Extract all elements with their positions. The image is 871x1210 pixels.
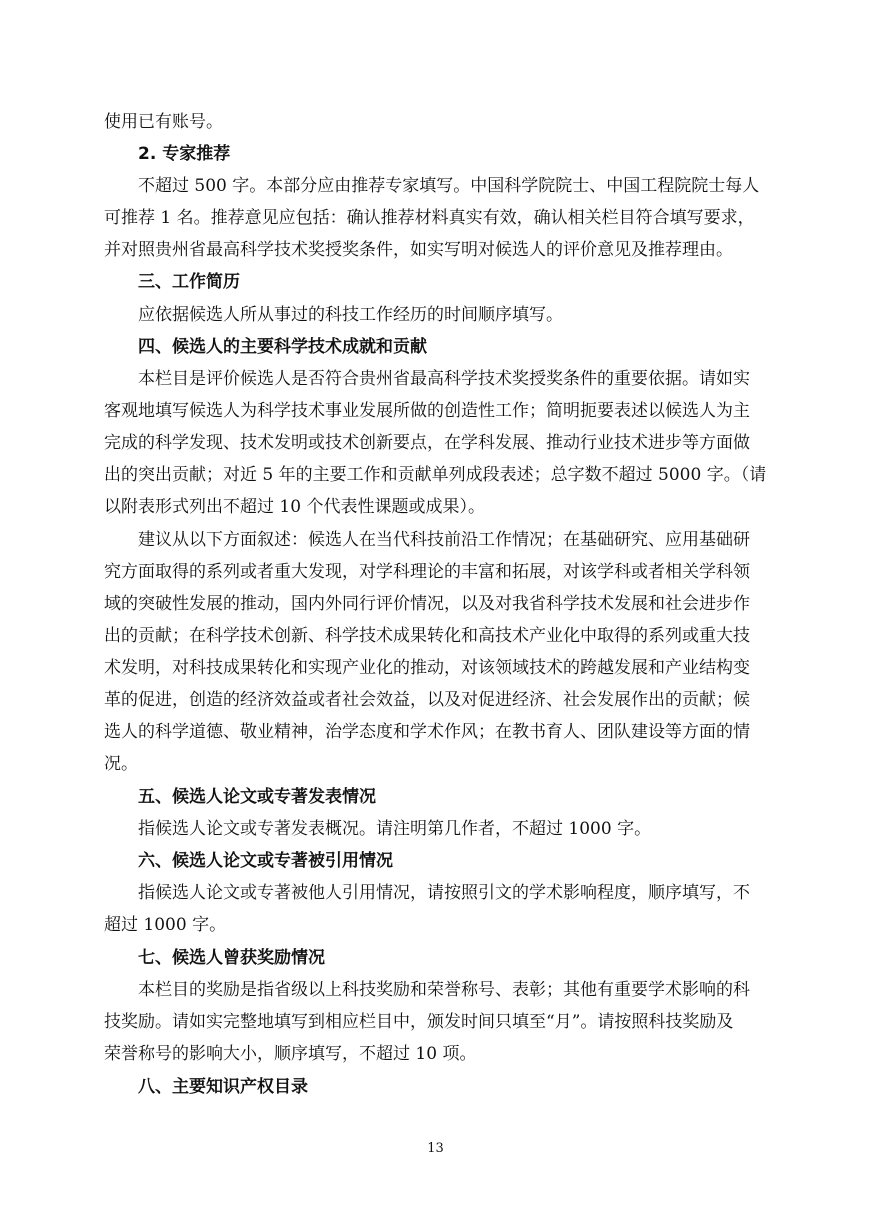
body-text-line: 超过 1000 字。 [104, 915, 227, 935]
section-heading: 2. 专家推荐 [138, 144, 231, 164]
body-text-line: 不超过 500 字。本部分应由推荐专家填写。中国科学院院士、中国工程院院士每人 [138, 176, 760, 196]
body-text-line: 指候选人论文或专著发表概况。请注明第几作者，不超过 1000 字。 [138, 819, 652, 839]
body-text-line: 可推荐 1 名。推荐意见应包括：确认推荐材料真实有效，确认相关栏目符合填写要求， [104, 208, 755, 228]
body-text-line: 应依据候选人所从事过的科技工作经历的时间顺序填写。 [138, 305, 563, 325]
body-text-line: 使用已有账号。 [104, 112, 223, 132]
section-heading: 三、工作简历 [138, 272, 240, 292]
body-text-line: 完成的科学发现、技术发明或技术创新要点，在学科发展、推动行业技术进步等方面做 [104, 433, 750, 453]
body-text-line: 指候选人论文或专著被他人引用情况，请按照引文的学术影响程度，顺序填写，不 [138, 883, 750, 903]
body-text-line: 客观地填写候选人为科学技术事业发展所做的创造性工作；简明扼要表述以候选人为主 [104, 401, 750, 421]
body-text-line: 建议从以下方面叙述：候选人在当代科技前沿工作情况；在基础研究、应用基础研 [138, 530, 750, 550]
body-text-line: 革的促进，创造的经济效益或者社会效益，以及对促进经济、社会发展作出的贡献；候 [104, 690, 750, 710]
body-text-line: 况。 [104, 754, 138, 774]
body-text-line: 本栏目是评价候选人是否符合贵州省最高科学技术奖授奖条件的重要依据。请如实 [138, 369, 750, 389]
section-heading: 四、候选人的主要科学技术成就和贡献 [138, 337, 427, 357]
body-text-line: 以附表形式列出不超过 10 个代表性课题或成果）。 [104, 497, 485, 517]
body-text-line: 技奖励。请如实完整地填写到相应栏目中，颁发时间只填至“月”。请按照科技奖励及 [104, 1012, 734, 1032]
body-text-line: 本栏目的奖励是指省级以上科技奖励和荣誉称号、表彰；其他有重要学术影响的科 [138, 980, 750, 1000]
section-heading: 八、主要知识产权目录 [138, 1077, 308, 1097]
section-heading: 五、候选人论文或专著发表情况 [138, 787, 376, 807]
page-number: 13 [427, 1141, 444, 1156]
section-heading: 六、候选人论文或专著被引用情况 [138, 851, 393, 871]
body-text-line: 究方面取得的系列或者重大发现，对学科理论的丰富和拓展，对该学科或者相关学科领 [104, 562, 750, 582]
body-text-line: 并对照贵州省最高科学技术奖授奖条件，如实写明对候选人的评价意见及推荐理由。 [104, 240, 733, 260]
body-text-line: 域的突破性发展的推动，国内外同行评价情况，以及对我省科学技术发展和社会进步作 [104, 594, 750, 614]
body-text-line: 荣誉称号的影响大小，顺序填写，不超过 10 项。 [104, 1044, 477, 1064]
body-text-line: 出的突出贡献；对近 5 年的主要工作和贡献单列成段表述；总字数不超过 5000 字。（请 [104, 465, 767, 485]
body-text-line: 出的贡献；在科学技术创新、科学技术成果转化和高技术产业化中取得的系列或重大技 [104, 626, 750, 646]
body-text-line: 术发明，对科技成果转化和实现产业化的推动，对该领域技术的跨越发展和产业结构变 [104, 658, 750, 678]
body-text-line: 选人的科学道德、敬业精神，治学态度和学术作风；在教书育人、团队建设等方面的情 [104, 722, 750, 742]
section-heading: 七、候选人曾获奖励情况 [138, 948, 325, 968]
